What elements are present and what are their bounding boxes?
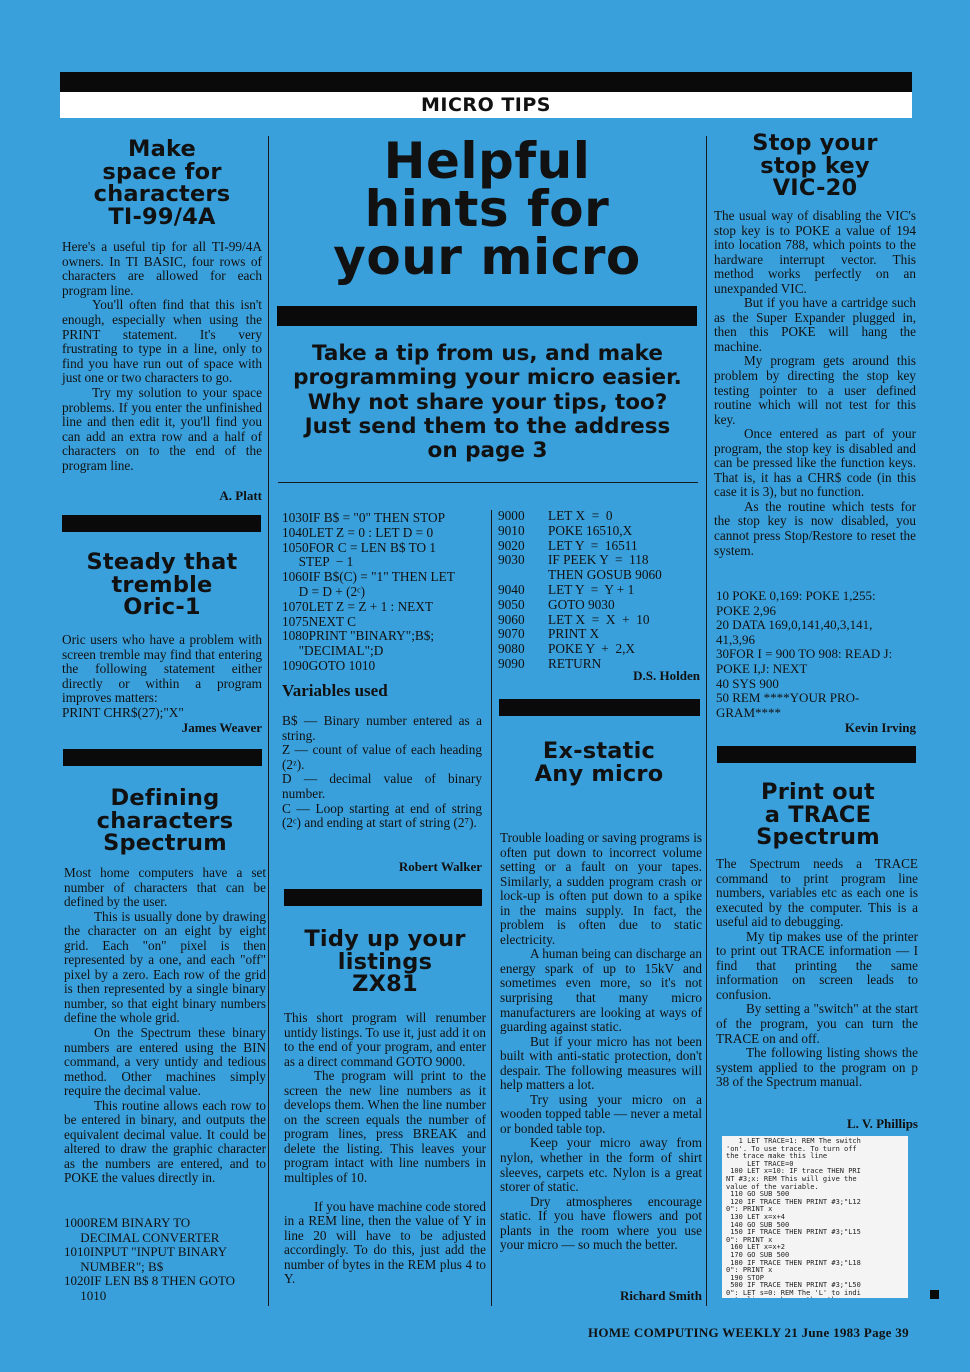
zx81-title — [282, 928, 488, 996]
code-line: NUMBER"; B$ — [64, 1258, 164, 1274]
headline-line: your micro — [333, 228, 641, 286]
code-line: 20 DATA 169,0,141,40,3,141, — [716, 617, 873, 633]
line-number: 9010 — [498, 522, 525, 538]
oric-body — [62, 633, 262, 721]
printout-line: value of the variable. — [726, 1182, 819, 1191]
paragraph: A human being can discharge an energy spark of up to 15kV and sometimes even more, so it's not surprising that many micro manufacturers are looking at ways of guarding against static. — [500, 946, 702, 1035]
column-divider — [706, 136, 707, 1306]
paragraph: Try my solution to your space problems. If you enter the unfinished line and then edit it, you'll find you can add an extra row and a half of characters on to the end of the program line. — [62, 384, 262, 473]
end-mark — [930, 1290, 939, 1299]
code-line: 40 SYS 900 — [716, 675, 779, 691]
code-line: 1090GOTO 1010 — [282, 657, 376, 673]
paragraph: As the routine which tests for the stop key is now disabled, you cannot press Stop/Restore to reset the system. — [714, 498, 916, 558]
printout-line: 190 STOP — [726, 1273, 764, 1282]
code-line: 1075NEXT C — [282, 613, 356, 629]
printout-line: the trace make this line — [726, 1152, 828, 1161]
printout-line: 130 LET x=x+4 — [726, 1212, 786, 1221]
paragraph: This short program will renumber untidy listings. To use it, just add it on to the end of your program, and enter as a direct command GOTO 9000. — [284, 1010, 486, 1069]
trace-author: L. V. Phillips — [846, 1116, 918, 1131]
title-line: Defining — [110, 785, 220, 811]
code-text: POKE Y + 2,X — [548, 641, 636, 657]
paragraph: You'll often find that this isn't enough, especially when using the PRINT statement. It's very frustrating to type in a line, only to find you have run out of space with just one or two characters to go. — [62, 297, 262, 386]
printout-line: NT #3;x: REM This will give the — [726, 1174, 857, 1183]
line-number: 9070 — [498, 626, 525, 642]
separator-bar — [284, 889, 482, 906]
paragraph: The Spectrum needs a TRACE command to print program line numbers, variables etc as each one is executed by the computer. This is a useful aid to debugging. — [716, 856, 918, 930]
vic-code — [716, 589, 918, 720]
separator-bar — [63, 749, 262, 766]
code-line: 1060IF B$(C) = "1" THEN LET — [282, 569, 455, 585]
code-line: 10 POKE 0,169: POKE 1,255: — [716, 588, 876, 603]
code-line: 1070LET Z = Z + 1 : NEXT — [282, 598, 434, 614]
paragraph: The program will print to the screen the new line numbers as it develops them. When the line number on the screen equals the number of program lines, press BREAK and delete the listing. This leaves your program intact with line numbers in multiples of 10. — [284, 1068, 486, 1186]
title-line: Ex-static — [542, 738, 656, 764]
ti-title — [62, 138, 262, 228]
printout-line: 110 GO SUB 500 — [726, 1190, 790, 1199]
oric-title — [62, 551, 262, 619]
variable-item: C — Loop starting at end of string (2ᶜ) and ending at start of string (2⁷). — [282, 800, 482, 831]
trace-title — [716, 781, 920, 849]
paragraph: Trouble loading or saving programs is often put down to incorrect volume setting or a fault on your tapes. Similarly, a sudden program crash or lock-up is often put down to a spike in the mains supply. In fact, the problem is often due to static electricity. — [500, 830, 702, 947]
paragraph: Dry atmospheres encourage static. If you have flowers and pot plants in the room where you use your micro — so much the better. — [500, 1193, 702, 1253]
title-line: a TRACE — [764, 801, 872, 828]
defining-body — [64, 866, 266, 1186]
static-author: Richard Smith — [620, 1288, 702, 1303]
page-footer: HOME COMPUTING WEEKLY 21 June 1983 Page 39 — [588, 1325, 909, 1340]
title-line: ZX81 — [352, 971, 418, 997]
vic-body — [714, 209, 916, 558]
code-line: PRINT CHR$(27);"X" — [62, 704, 184, 720]
paragraph: If you have machine code stored in a REM line, then the value of Y in line 20 will have to be adjusted accordingly. To do this, just add the number of bytes in the REM plus 4 to Y. — [284, 1198, 486, 1287]
code-text: IF PEEK Y = 118 — [548, 552, 649, 568]
section-banner — [60, 72, 912, 118]
code-line: "DECIMAL";D — [282, 643, 384, 659]
printout-line: 0": PRINT x — [726, 1235, 773, 1244]
code-line: 1080PRINT "BINARY";B$; — [282, 628, 435, 644]
separator-bar — [62, 515, 261, 532]
printout-line: 1 LET TRACE=1: REM The switch — [726, 1137, 861, 1145]
vic-title — [712, 132, 918, 200]
paragraph: Most home computers have a set number of characters that can be defined by the user. — [64, 865, 266, 910]
variables-heading: Variables used — [282, 681, 388, 700]
paragraph: My tip makes use of the printer to print out TRACE information — I find that printing the same information on screen leads to confusion. — [716, 928, 918, 1002]
paragraph: This routine allows each row to be entered in binary, and outputs the equivalent decimal value. It could be altered to draw the graphic character as the numbers are entered, and to POKE the values directly in. — [64, 1097, 266, 1186]
code-line: 1040LET Z = 0 : LET D = 0 — [282, 524, 434, 540]
headline-line: hints for — [364, 180, 610, 238]
code-line: 1010 — [64, 1287, 107, 1303]
printout-line: 160 LET x=x+2 — [726, 1243, 786, 1252]
title-line: characters — [96, 807, 234, 834]
holden-author: D.S. Holden — [633, 668, 700, 683]
line-number: 9090 — [498, 655, 525, 671]
printout-line: 180 IF TRACE THEN PRINT #3;"L18 — [726, 1258, 861, 1267]
code-text: LET X = X + 10 — [548, 611, 650, 627]
printout-line: 500 IF TRACE THEN PRINT #3;"L50 — [726, 1281, 861, 1290]
printout-line: 120 IF TRACE THEN PRINT #3;"L12 — [726, 1197, 861, 1206]
code-text: GOTO 9030 — [548, 596, 615, 612]
paragraph: This is usually done by drawing the character on an eight by eight grid. Each "on" pixel is then represented by a one, and each "off" pixel by a zero. Each row of the grid is then represented by a single binary number, so that eight binary numbers define the whole grid. — [64, 908, 266, 1026]
separator-bar — [499, 699, 700, 716]
title-line: Make — [128, 136, 196, 162]
printout-line: 0": LET s=0: REM The 'L' to indi — [726, 1288, 861, 1297]
code-line: D = D + (2ᶜ) — [282, 583, 366, 599]
code-line: STEP − 1 — [282, 554, 354, 570]
section-label: MICRO TIPS — [421, 94, 551, 116]
printout-line: 0": PRINT x — [726, 1266, 773, 1275]
title-line: TI-99/4A — [108, 203, 216, 230]
variable-item: D — decimal value of binary number. — [282, 771, 482, 801]
printout-line: 150 IF TRACE THEN PRINT #3;"L15 — [726, 1228, 861, 1237]
code-line: POKE 2,96 — [716, 602, 776, 618]
code-text: THEN GOSUB 9060 — [548, 567, 662, 583]
banner-black-strip — [60, 72, 912, 92]
code-text: RETURN — [548, 655, 602, 671]
paragraph: The following listing shows the system applied to the program on p 38 of the Spectrum manual. — [716, 1045, 918, 1090]
title-line: Spectrum — [756, 824, 880, 850]
printout-line: 140 GO SUB 500 — [726, 1220, 790, 1229]
line-number: 9000 — [498, 508, 525, 523]
printout-line: 100 LET x=10: IF trace THEN PRI — [726, 1167, 861, 1176]
defining-title — [62, 787, 268, 855]
line-number: 9030 — [498, 552, 525, 568]
code-text: PRINT X — [548, 626, 600, 642]
variables-author: Robert Walker — [398, 859, 482, 874]
holden-code — [498, 509, 703, 672]
code-line: 1020IF LEN B$ 8 THEN GOTO — [64, 1273, 236, 1289]
variable-item: Z — count of value of each heading (2ᶻ). — [282, 742, 482, 772]
code-line: 30FOR I = 900 TO 908: READ J: — [716, 646, 893, 662]
binary-code — [282, 511, 488, 674]
code-line: 50 REM ****YOUR PRO- — [716, 690, 860, 706]
printout-line: 170 GO SUB 500 — [726, 1250, 790, 1259]
variable-item: B$ — Binary number entered as a string. — [282, 713, 482, 743]
ti-body — [62, 240, 262, 474]
title-line: Print out — [761, 779, 875, 805]
title-line: Any micro — [534, 760, 664, 787]
title-line: space for — [102, 158, 222, 185]
code-text: LET Y = 16511 — [548, 537, 638, 553]
paragraph: By setting a "switch" at the start of the program, you can turn the TRACE on and off. — [716, 1001, 918, 1046]
paragraph: Try using your micro on a wooden topped table — never a metal or bonded table top. — [500, 1091, 702, 1136]
code-text: LET X = 0 — [548, 508, 613, 523]
paragraph: But if your micro has not been built with anti-static protection, don't despair. The following measures will help matters a lot. — [500, 1033, 702, 1093]
title-line: characters — [93, 181, 231, 207]
code-text: POKE 16510,X — [548, 522, 633, 538]
defining-code — [64, 1216, 269, 1304]
code-line: 1000REM BINARY TO — [64, 1215, 191, 1230]
paragraph: Oric users who have a problem with screen tremble may find that entering the following statement either directly or within a program improves matters: — [62, 632, 262, 706]
line-number: 9040 — [498, 581, 525, 597]
code-text: LET Y = Y + 1 — [548, 581, 635, 597]
printout-line: 0": PRINT x — [726, 1205, 773, 1214]
title-line: VIC-20 — [772, 175, 858, 201]
paragraph: Keep your micro away from nylon, whether in the form of shirt sleeves, carpets etc. Nylon is a great storer of static. — [500, 1135, 702, 1195]
paragraph: Here's a useful tip for all TI-99/4A owners. In TI BASIC, four rows of characters are allowed for each program line. — [62, 239, 262, 298]
static-title — [496, 740, 702, 785]
title-line: Oric-1 — [123, 594, 201, 620]
title-line: Stop your — [752, 130, 878, 156]
code-line: 1010INPUT "INPUT BINARY — [64, 1244, 228, 1260]
separator-bar — [277, 306, 697, 326]
paragraph: On the Spectrum these binary numbers are entered using the BIN command, a very untidy and tedious method. Other machines simply require the decimal value. — [64, 1025, 266, 1099]
trace-printout — [722, 1136, 908, 1298]
column-divider — [268, 136, 269, 1306]
separator-bar — [717, 746, 916, 763]
vic-author: Kevin Irving — [844, 720, 916, 735]
standfirst-rule — [278, 482, 698, 483]
oric-author: James Weaver — [181, 720, 262, 735]
title-line: Spectrum — [103, 830, 227, 856]
code-line: 1050FOR C = LEN B$ TO 1 — [282, 539, 437, 555]
line-number: 9050 — [498, 596, 525, 612]
static-body — [500, 831, 702, 1253]
paragraph: Once entered as part of your program, the stop key is disabled and can be pressed like the function keys. That is, it has a CHR$ code (in this case it is 3), but no function. — [714, 426, 916, 500]
paragraph: My program gets around this problem by directing the stop key testing pointer to a user defined routine which will not test for this key. — [714, 353, 916, 427]
title-line: Tidy up your — [304, 926, 466, 952]
printout-line: 'on'. To use trace. To turn off — [726, 1144, 857, 1153]
title-line: stop key — [760, 152, 870, 179]
trace-body — [716, 857, 918, 1090]
code-line: GRAM**** — [716, 704, 782, 720]
title-line: Steady that — [86, 549, 238, 575]
headline-line: Helpful — [383, 132, 591, 190]
printout-line: LET TRACE=0 — [726, 1159, 794, 1168]
title-line: listings — [337, 948, 433, 975]
zx81-body — [284, 1011, 486, 1287]
line-number: 9060 — [498, 611, 525, 627]
ti-author: A. Platt — [219, 488, 262, 503]
main-headline — [276, 132, 698, 286]
code-line: POKE I,J: NEXT — [716, 660, 808, 676]
code-line: DECIMAL CONVERTER — [64, 1229, 220, 1245]
code-line: 41,3,96 — [716, 631, 755, 647]
code-line: 1030IF B$ = "0" THEN STOP — [282, 510, 446, 525]
column-divider — [491, 510, 492, 1306]
variables-list — [282, 714, 482, 831]
paragraph: But if you have a cartridge such as the Super Expander plugged in, then this POKE will hang the machine. — [714, 295, 916, 354]
printout-line — [726, 1297, 904, 1298]
standfirst: Take a tip from us, and make programming your micro easier. Why not share your tips, too? Just send them to the address on page 3 — [293, 341, 682, 464]
title-line: tremble — [111, 571, 213, 598]
line-number: 9020 — [498, 537, 525, 553]
paragraph: The usual way of disabling the VIC's stop key is to POKE a value of 194 into location 788, which points to the hardware interrupt vector. This method works perfectly on an unexpanded VIC. — [714, 208, 916, 296]
line-number: 9080 — [498, 641, 525, 657]
